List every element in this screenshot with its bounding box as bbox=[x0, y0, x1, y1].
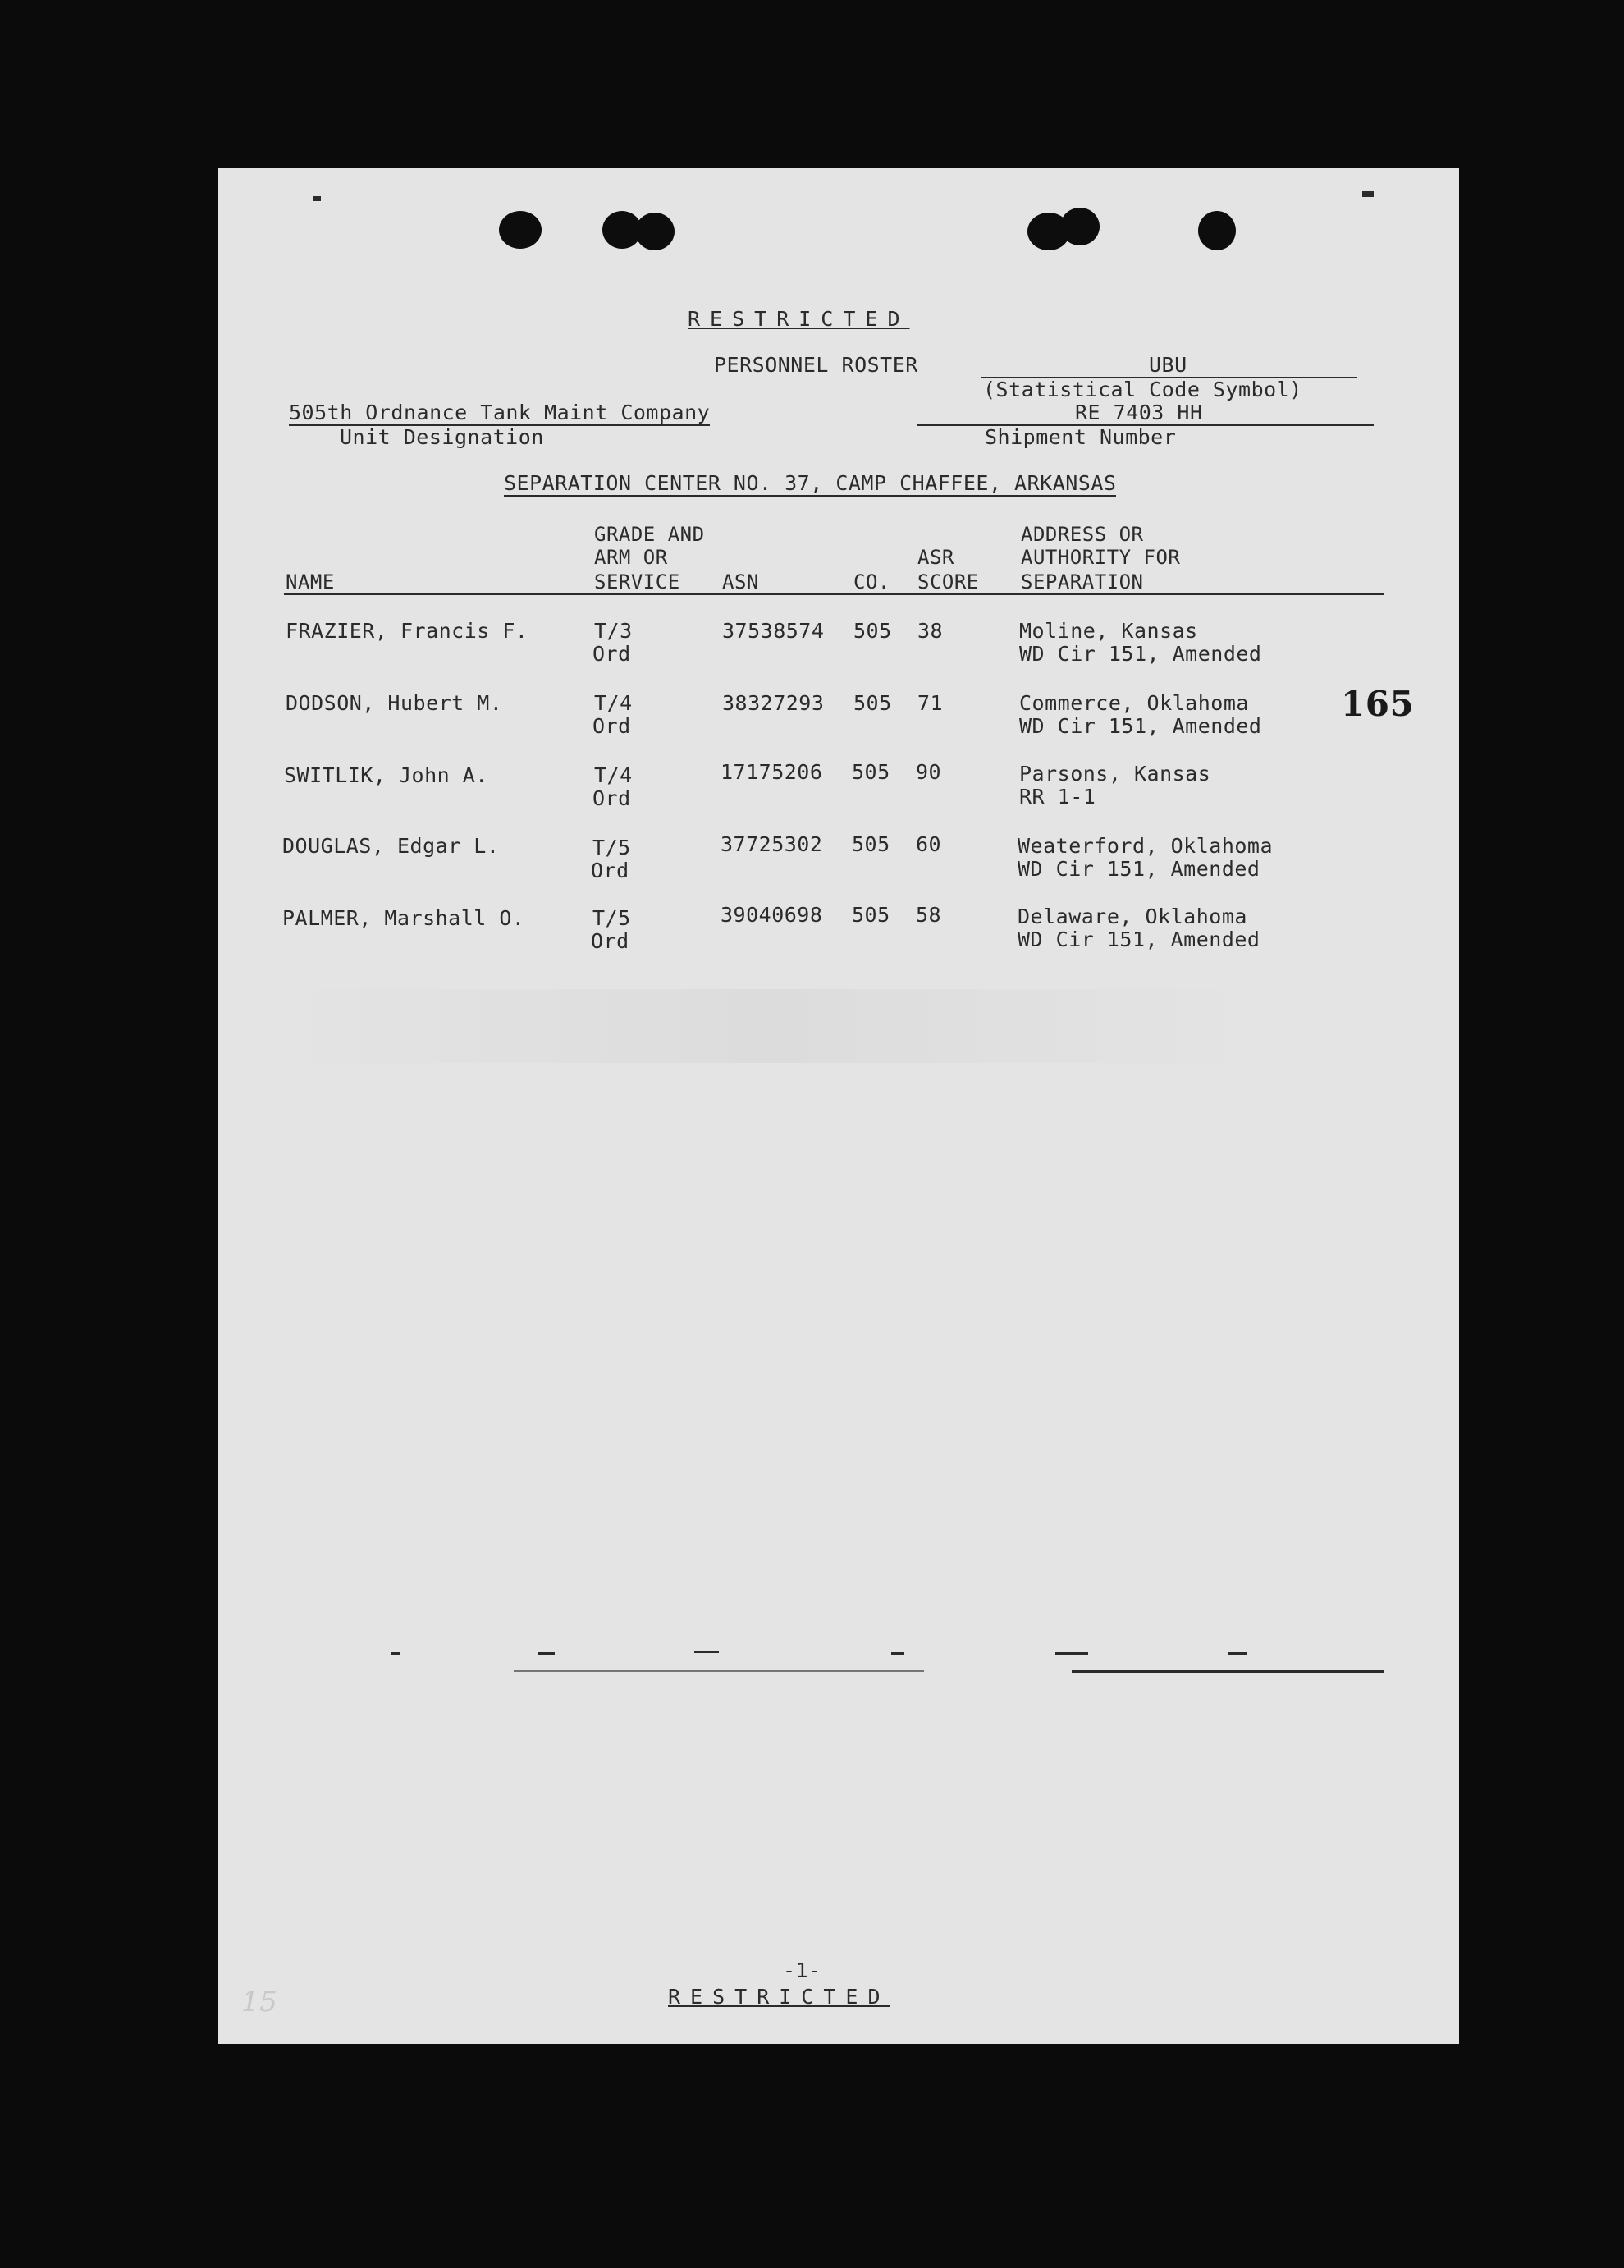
row-address: Weaterford, Oklahoma bbox=[1018, 834, 1274, 858]
row-address: Moline, Kansas bbox=[1019, 619, 1198, 643]
row-asn: 37725302 bbox=[721, 832, 823, 856]
col-grade-3: SERVICE bbox=[594, 570, 680, 593]
row-co: 505 bbox=[852, 760, 890, 784]
row-name: PALMER, Marshall O. bbox=[282, 906, 525, 930]
row-score: 71 bbox=[917, 691, 944, 715]
row-arm: Ord bbox=[592, 714, 631, 738]
punch-hole bbox=[1060, 208, 1100, 245]
row-asn: 17175206 bbox=[721, 760, 823, 784]
punch-hole bbox=[499, 211, 542, 249]
row-address: Parsons, Kansas bbox=[1019, 762, 1211, 786]
ink-speck bbox=[313, 196, 321, 201]
row-name: SWITLIK, John A. bbox=[284, 763, 488, 787]
corner-mark: 15 bbox=[241, 1986, 278, 2018]
punch-hole bbox=[1198, 211, 1236, 250]
row-grade: T/4 bbox=[594, 763, 633, 787]
row-grade: T/5 bbox=[592, 836, 631, 859]
row-grade: T/3 bbox=[594, 619, 633, 643]
row-asn: 38327293 bbox=[722, 691, 825, 715]
row-authority: WD Cir 151, Amended bbox=[1019, 642, 1262, 666]
separation-center-title: SEPARATION CENTER NO. 37, CAMP CHAFFEE, ARKANSAS bbox=[504, 471, 1117, 495]
col-addr-1: ADDRESS OR bbox=[1021, 523, 1144, 546]
row-arm: Ord bbox=[592, 786, 631, 810]
row-co: 505 bbox=[852, 832, 890, 856]
col-name: NAME bbox=[286, 570, 335, 593]
broken-rule bbox=[268, 1646, 1416, 1679]
row-co: 505 bbox=[853, 691, 892, 715]
form-title: PERSONNEL ROSTER bbox=[714, 353, 918, 377]
unit-designation-value: 505th Ordnance Tank Maint Company bbox=[289, 401, 711, 424]
row-score: 38 bbox=[917, 619, 944, 643]
roster-sheet bbox=[218, 168, 1459, 2044]
code-symbol-value: UBU bbox=[1149, 353, 1187, 377]
code-symbol-label: (Statistical Code Symbol) bbox=[983, 378, 1302, 401]
row-co: 505 bbox=[852, 903, 890, 927]
row-grade: T/5 bbox=[592, 906, 631, 930]
row-authority: WD Cir 151, Amended bbox=[1019, 714, 1262, 738]
page-number: -1- bbox=[783, 1959, 821, 1982]
row-authority: RR 1-1 bbox=[1019, 785, 1096, 809]
header-rule bbox=[284, 593, 1384, 595]
row-address: Delaware, Oklahoma bbox=[1018, 905, 1247, 928]
row-grade: T/4 bbox=[594, 691, 633, 715]
col-grade-2: ARM OR bbox=[594, 546, 668, 569]
row-score: 60 bbox=[916, 832, 942, 856]
row-score: 90 bbox=[916, 760, 942, 784]
row-co: 505 bbox=[853, 619, 892, 643]
margin-stamp-number: 165 bbox=[1341, 684, 1415, 724]
col-addr-3: SEPARATION bbox=[1021, 570, 1144, 593]
unit-designation-label: Unit Designation bbox=[340, 425, 544, 449]
row-authority: WD Cir 151, Amended bbox=[1018, 857, 1260, 881]
row-name: FRAZIER, Francis F. bbox=[286, 619, 528, 643]
col-asn: ASN bbox=[722, 570, 759, 593]
row-asn: 37538574 bbox=[722, 619, 825, 643]
row-score: 58 bbox=[916, 903, 942, 927]
col-asr-1: ASR bbox=[917, 546, 954, 569]
bleed-through-smudge bbox=[276, 989, 1260, 1063]
row-address: Commerce, Oklahoma bbox=[1019, 691, 1249, 715]
row-authority: WD Cir 151, Amended bbox=[1018, 928, 1260, 951]
shipment-number-label: Shipment Number bbox=[985, 425, 1177, 449]
punch-hole bbox=[635, 213, 675, 250]
classification-top: RESTRICTED bbox=[688, 307, 910, 331]
row-name: DOUGLAS, Edgar L. bbox=[282, 834, 500, 858]
col-addr-2: AUTHORITY FOR bbox=[1021, 546, 1181, 569]
row-arm: Ord bbox=[592, 642, 631, 666]
row-asn: 39040698 bbox=[721, 903, 823, 927]
col-co: CO. bbox=[853, 570, 890, 593]
row-arm: Ord bbox=[591, 859, 629, 882]
col-grade-1: GRADE AND bbox=[594, 523, 705, 546]
row-name: DODSON, Hubert M. bbox=[286, 691, 503, 715]
row-arm: Ord bbox=[591, 929, 629, 953]
shipment-number-value: RE 7403 HH bbox=[1075, 401, 1203, 424]
classification-bottom: RESTRICTED bbox=[668, 1985, 890, 2009]
col-asr-2: SCORE bbox=[917, 570, 979, 593]
ink-speck bbox=[1362, 191, 1374, 197]
